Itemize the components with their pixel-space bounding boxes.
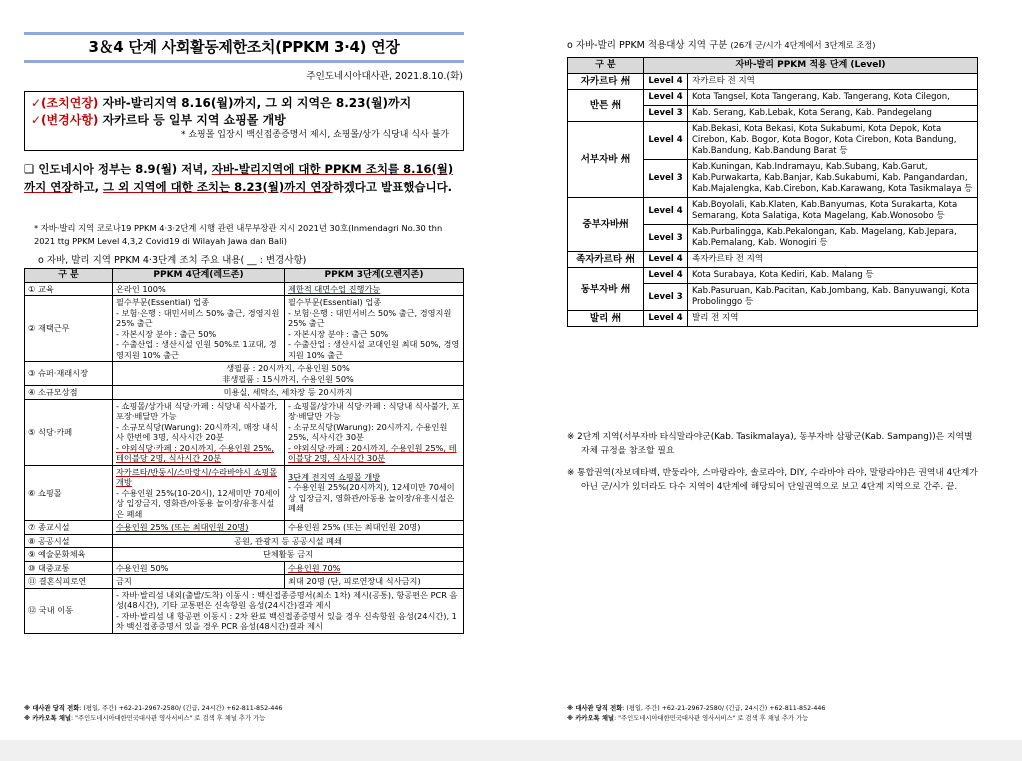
- cell-line: - 쇼핑몰/상가내 식당·카페 : 식당내 식사불가, 포장·배달만 가능: [116, 400, 278, 421]
- level3-cell: [285, 282, 464, 296]
- table-row: [568, 90, 978, 106]
- level4-cell: [113, 575, 285, 589]
- region-table: [567, 57, 978, 327]
- level-cell: Level 4: [644, 74, 688, 90]
- category-cell: ⑥ 쇼핑몰: [25, 465, 113, 521]
- level-cell: Level 4: [644, 122, 688, 160]
- merged-cell: [113, 548, 464, 562]
- table-row: [25, 534, 464, 548]
- cell-line: - 자바·발리섬 내 항공편 이동시 : 2차 완료 백신접종증명서 있을 경우 신속항원 음성(24시간), 1차 백신접종증명서 있을 경우 PCR 음성(48시간)결과 제시: [116, 610, 457, 631]
- footer-text: : "주인도네시아대한민국대사관 영사서비스" 로 검색 후 채널 추가 가능: [614, 715, 809, 722]
- cell-line: - 자바·발리섬 내외(출발/도착) 이동시 : 백신접종증명서(최소 1차) 제시(공통), 항공편은 PCR 음성(48시간), 기타 교통편은 신속항원 음성(24시간)결과 제시: [116, 589, 458, 610]
- category-cell: ⑪ 결혼식피로연: [25, 575, 113, 589]
- reference-note: * 자바·발리 지역 코로나19 PPKM 4·3·2단계 시행 관련 내무부장관 지시 2021년 30호(Inmendagri No.30 thn 2021 ttg PPKM Level 4,3,2 Covid19 di Wilayah Jawa dan Bali): [34, 223, 443, 246]
- level4-cell: [113, 282, 285, 296]
- table-row: [25, 521, 464, 535]
- cell-line: - 수용인원 25%(10-20시), 12세미만 70세이상 입장금지, 영화관/아동용 놀이장/유흥시설은 폐쇄: [116, 487, 281, 519]
- category-cell: ④ 소규모상점: [25, 386, 113, 400]
- cell-line: 제한적 대면수업 진행가능: [288, 283, 381, 294]
- headline-extension: [31, 95, 457, 112]
- province-cell: 중부자바州: [568, 198, 644, 252]
- table-header: 구 분: [568, 58, 644, 74]
- headline-text: 자카르타 등 일부 지역 쇼핑몰 개방: [98, 113, 286, 127]
- province-cell: 반튼 州: [568, 90, 644, 122]
- category-cell: ⑦ 종교시설: [25, 521, 113, 535]
- level3-cell: [285, 465, 464, 521]
- footer-phone: [24, 704, 282, 714]
- table-row: [25, 282, 464, 296]
- table-row: [25, 296, 464, 362]
- footer-label: ※ 카카오톡 채널: [24, 715, 72, 722]
- table2-caption: [567, 37, 876, 51]
- caption-text: o 자바-발리 PPKM 적용대상 지역 구분: [567, 40, 728, 51]
- category-cell: ⑧ 공공시설: [25, 534, 113, 548]
- footer-label: ※ 카카오톡 채널: [567, 715, 615, 722]
- title-bottom-rule: [24, 60, 464, 63]
- intro-text: ❑ 인도네시아 정부는 8.9(월) 저녁,: [24, 162, 212, 176]
- province-cell: 족자카르타 州: [568, 252, 644, 268]
- footer-right: [567, 704, 825, 724]
- cell-line: 온라인 100%: [116, 283, 166, 294]
- areas-cell: Kota Surabaya, Kota Kediri, Kab. Malang 등: [688, 268, 978, 284]
- table-row: [25, 362, 464, 386]
- areas-cell: Kab. Serang, Kab.Lebak, Kota Serang, Kab. Pandegelang: [688, 106, 978, 122]
- areas-cell: Kab.Pasuruan, Kab.Pacitan, Kab.Jombang, Kab. Banyuwangi, Kota Probolinggo 등: [688, 284, 978, 311]
- table-row: [25, 386, 464, 400]
- cell-line: - 자본시장 분야 : 출근 50%: [288, 328, 389, 339]
- cell-line: 3단계 전지역 쇼핑몰 개방: [288, 471, 381, 482]
- cell-line: - 소규모식당(Warung): 20시까지, 수용인원 25%, 식사시간 30분: [288, 421, 448, 442]
- level4-cell: [113, 465, 285, 521]
- table-row: [25, 575, 464, 589]
- headline-note: * 쇼핑몰 입장시 백신접종증명서 제시, 쇼핑몰/상가 식당내 식사 불가: [180, 130, 449, 140]
- table-header: 자바-발리 PPKM 적용 단계 (Level): [644, 58, 978, 74]
- province-cell: 자카르타 州: [568, 74, 644, 90]
- table-header-row: [568, 58, 978, 74]
- level4-cell: [113, 399, 285, 465]
- level3-cell: [285, 399, 464, 465]
- intro-text: 하겠다고 발표했습니다.: [332, 180, 453, 194]
- areas-cell: 자카르타 전 지역: [688, 74, 978, 90]
- category-cell: ③ 슈퍼·재래시장: [25, 362, 113, 386]
- cell-line: - 야외식당·카페 : 20시까지, 수용인원 25%, 테이블당 2명, 식사시간 20분: [116, 442, 274, 463]
- table-row: [568, 252, 978, 268]
- level3-cell: [285, 575, 464, 589]
- intro-paragraph: [24, 160, 464, 196]
- cell-line: - 보험·은행 : 대민서비스 50% 출근, 경영지원 25% 출근: [288, 307, 452, 328]
- cell-line: - 보험·은행 : 대민서비스 50% 출근, 경영지원 25% 출근: [116, 307, 280, 328]
- level-cell: Level 3: [644, 106, 688, 122]
- table-row: [568, 74, 978, 90]
- headline-box: [24, 91, 464, 151]
- table-row: [568, 198, 978, 225]
- cell-line: - 야외식당·카페 : 20시까지, 수용인원 25%, 테이블당 2명, 식사시간 30분: [288, 442, 457, 463]
- category-cell: ① 교육: [25, 282, 113, 296]
- headline-tag: ✓(변경사항): [31, 113, 99, 127]
- table-row: [568, 122, 978, 160]
- table-header: PPKM 3단계(오렌지존): [285, 269, 464, 283]
- footer-kakao: [24, 714, 282, 724]
- cell-line: 수용인원 70%: [288, 562, 341, 573]
- merged-cell: [113, 386, 464, 400]
- footer-text: : (평일, 주간) +62-21-2967-2580/ (긴급, 24시간) +62-811-852-446: [79, 705, 283, 712]
- areas-cell: Kab.Boyolali, Kab.Klaten, Kab.Banyumas, Kota Surakarta, Kota Semarang, Kota Salatiga, Kota Magelang, Kab.Wonosobo 등: [688, 198, 978, 225]
- footer-label: ※ 대사관 당직 전화: [24, 705, 80, 712]
- cell-line: - 쇼핑몰/상가내 식당·카페 : 식당내 식사불가, 포장·배달만 가능: [288, 400, 460, 421]
- cell-line: 非생필품 : 15시까지, 수용인원 50%: [222, 373, 354, 384]
- intro-text: 하고,: [72, 180, 104, 194]
- cell-line: - 수용인원 25%(20시까지), 12세미만 70세이상 입장금지, 영화관/아동용 놀이장/유흥시설은 폐쇄: [288, 482, 455, 514]
- areas-cell: Kab.Kuningan, Kab.Indramayu, Kab.Subang, Kab.Garut, Kab.Purwakarta, Kab.Banjar, Kab.Sukabumi, Kab. Pangandardan, Kab.Majalengka, Kab.Cirebon, Kab.Karawang, Kota Tasikmalaya 등: [688, 160, 978, 198]
- footer-text: : "주인도네시아대한민국대사관 영사서비스" 로 검색 후 채널 추가 가능: [71, 715, 266, 722]
- cell-line: 수용인원 25% (또는 최대인원 20명): [288, 522, 421, 532]
- cell-line: 금지: [116, 576, 132, 586]
- table-row: [25, 561, 464, 575]
- areas-cell: Kab.Purbalingga, Kab.Pekalongan, Kab. Magelang, Kab.Jepara, Kab.Pemalang, Kab. Wonogiri 등: [688, 225, 978, 252]
- cell-line: 필수부문(Essential) 업종: [116, 297, 210, 307]
- level-cell: Level 4: [644, 198, 688, 225]
- cell-line: 최대 20명 (단, 피로연장내 식사금지): [288, 576, 421, 586]
- province-cell: 발리 州: [568, 311, 644, 327]
- table-row: [568, 311, 978, 327]
- footer-label: ※ 대사관 당직 전화: [567, 705, 623, 712]
- footer-kakao: [567, 714, 825, 724]
- category-cell: ⑩ 대중교통: [25, 561, 113, 575]
- areas-cell: Kab.Bekasi, Kota Bekasi, Kota Sukabumi, Kota Depok, Kota Cirebon, Kab. Bogor, Kota Bogor, Kota Cirebon, Kota Bandung, Kab.Bandung, Kab.Bandung Barat 등: [688, 122, 978, 160]
- table-row: [25, 399, 464, 465]
- level-cell: Level 3: [644, 160, 688, 198]
- issuer-date: 주인도네시아대사관, 2021.8.10.(화): [306, 71, 463, 82]
- province-cell: 동부자바 州: [568, 268, 644, 311]
- cell-line: 필수부문(Essential) 업종: [288, 297, 382, 307]
- table-header-row: [25, 269, 464, 283]
- table-row: [568, 268, 978, 284]
- category-cell: ⑨ 예술문화체육: [25, 548, 113, 562]
- cell-line: 수용인원 50%: [116, 562, 169, 573]
- merged-cell: [113, 362, 464, 386]
- level-cell: Level 4: [644, 268, 688, 284]
- level4-cell: [113, 296, 285, 362]
- areas-cell: 족자카르타 전 지역: [688, 252, 978, 268]
- province-cell: 서부자바 州: [568, 122, 644, 198]
- title-top-rule: [24, 32, 464, 35]
- cell-line: 단체활동 금지: [262, 549, 314, 559]
- areas-cell: 발리 전 지역: [688, 311, 978, 327]
- table-header: 구 분: [25, 269, 113, 283]
- category-cell: ⑫ 국내 이동: [25, 588, 113, 633]
- level4-cell: [113, 561, 285, 575]
- level3-cell: [285, 296, 464, 362]
- page-left: [0, 0, 511, 740]
- level3-cell: [285, 521, 464, 535]
- cell-line: - 수출산업 : 생산시설 인원 50%로 1교대, 경영지원 10% 출근: [116, 339, 277, 360]
- category-cell: ⑤ 식당·카페: [25, 399, 113, 465]
- footer-left: [24, 704, 282, 724]
- note-integrated: ※ 통합권역(자보데타벡, 반둥라야, 스마랑라야, 솔로라야, DIY, 수라바야 라야, 말랑라야)은 권역내 4단계가 아닌 군/시가 있더라도 다수 지역이 4단계에 해당되어 단일권역으로 보고 4단계 지역으로 간주. 끝.: [567, 468, 978, 492]
- cell-line: 수용인원 25% (또는 최대인원 20명): [116, 522, 249, 532]
- cell-line: - 자본시장 분야 : 출근 50%: [116, 328, 217, 339]
- headline-text: 자바-발리지역 8.16(월)까지, 그 외 지역은 8.23(월)까지: [98, 96, 412, 110]
- intro-underline: 그 외 지역에 대한 조치는 8.23(월)까지 연장: [103, 180, 333, 194]
- level-cell: Level 4: [644, 90, 688, 106]
- measures-table: [24, 268, 464, 634]
- footer-text: : (평일, 주간) +62-21-2967-2580/ (긴급, 24시간) +62-811-852-446: [622, 705, 826, 712]
- level-cell: Level 3: [644, 284, 688, 311]
- level-cell: Level 3: [644, 225, 688, 252]
- level-cell: Level 4: [644, 252, 688, 268]
- intro-underline: 자바-발리지역에 대한 PPKM 조치를 8.16(월)까지 연장: [24, 162, 454, 194]
- level-cell: Level 4: [644, 311, 688, 327]
- cell-line: - 수출산업 : 생산시설 교대인원 최대 50%, 경영지원 10% 출근: [288, 339, 460, 360]
- document-title: 3＆4 단계 사회활동제한조치(PPKM 3·4) 연장: [88, 38, 400, 56]
- level4-cell: [113, 521, 285, 535]
- level3-cell: [285, 561, 464, 575]
- table-header: PPKM 4단계(레드존): [113, 269, 285, 283]
- caption-small: (26개 군/시가 4단계에서 3단계로 조정): [730, 40, 876, 50]
- cell-line: 생필품 : 20시까지, 수용인원 50%: [226, 363, 350, 373]
- merged-cell: [113, 534, 464, 548]
- table-row: [25, 465, 464, 521]
- category-cell: ② 재택근무: [25, 296, 113, 362]
- footer-phone: [567, 704, 825, 714]
- merged-cell: [113, 588, 464, 633]
- cell-line: 자카르타/반둥시/스마랑시/수라바야시 쇼핑몰 개방: [116, 466, 278, 487]
- headline-change: [31, 112, 457, 129]
- table-row: [25, 548, 464, 562]
- table1-caption: o 자바, 발리 지역 PPKM 4·3단계 조치 주요 내용( __ : 변경사항): [38, 255, 307, 266]
- note-level2: ※ 2단계 지역(서부자바 타식말라야군(Kab. Tasikmalaya), 동부자바 삼팡군(Kab. Sampang))은 지역별 자체 규정을 참조할 필요: [567, 432, 973, 456]
- headline-tag: ✓(조치연장): [31, 96, 99, 110]
- cell-line: 공원, 관광지 등 공공시설 폐쇄: [234, 535, 342, 546]
- cell-line: - 소규모식당(Warung): 20시까지, 매장 내식사 한번에 3명, 식사시간 20분: [116, 421, 278, 442]
- table-row: [25, 588, 464, 633]
- areas-cell: Kota Tangsel, Kota Tangerang, Kab. Tangerang, Kota Cilegon,: [688, 90, 978, 106]
- cell-line: 미용실, 세탁소, 세차장 등 20시까지: [223, 387, 353, 397]
